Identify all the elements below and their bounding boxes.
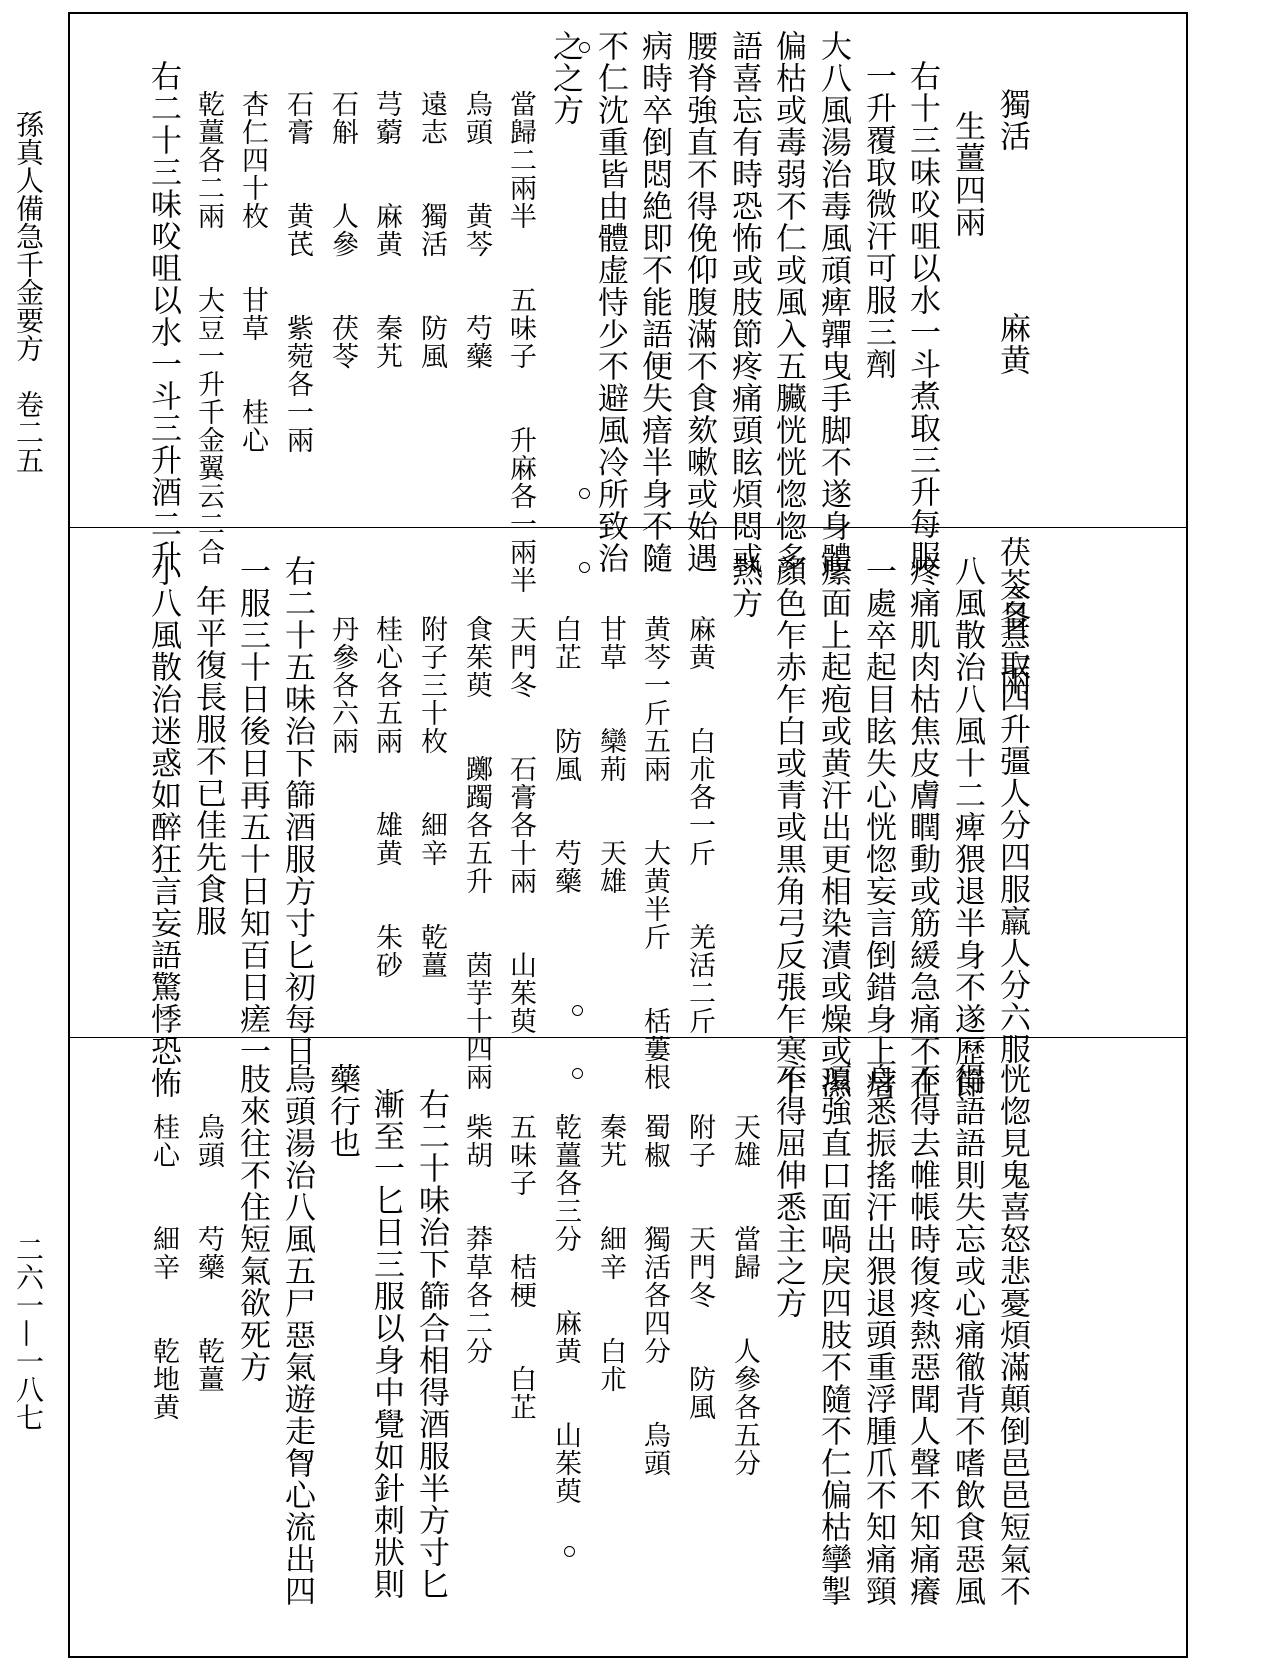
panel3-col-19: 烏頭 芍藥 乾薑 <box>193 1113 224 1393</box>
panel2-col-18: 一服三十日後日再五十日知百日瘥一 <box>234 555 270 1067</box>
panel2-col-8: 麻黄 白朮各一斤 羌活二斤 <box>684 615 715 1035</box>
panel1-col-14: 遠志 獨活 防風 <box>416 90 447 370</box>
panel1-col-8: 腰脊強直不得俛仰腹滿不食欬嗽或始遇 <box>681 30 717 574</box>
panel3-col-8: 附子 天門冬 防風 <box>684 1113 715 1421</box>
panel3-col-18: 肢來往不住短氣欲死方 <box>234 1063 270 1383</box>
panel3-col-4: 身悉振搖汗出猥退頭重浮腫爪不知痛頸 <box>860 1063 896 1607</box>
panel3-col-16: 藥行也 <box>324 1063 360 1159</box>
panel1-col-4: 一升覆取微汗可服三劑 <box>860 60 896 380</box>
panel1-col-18: 杏仁四十枚 甘草 桂心 <box>237 90 268 454</box>
panel2-col-19: 年平復長服不已佳先食服 <box>190 585 226 937</box>
panel1-col-1: 獨活 麻黄 茯苓各三兩 <box>994 88 1030 696</box>
collation-circle-icon <box>564 1546 575 1557</box>
panel3-col-13: 柴胡 莽草各二分 <box>461 1113 492 1365</box>
panel1-col-12: 當歸二兩半 五味子 升麻各一兩半 <box>505 90 536 594</box>
panel1-col-10: 不仁沈重皆由體虚恃少不避風冷所致治 <box>592 30 628 574</box>
panel3-col-3: 不得去帷帳時復疼熱惡聞人聲不知痛癢 <box>904 1063 940 1607</box>
margin-page-number: 二六一—一八七 <box>12 1235 45 1431</box>
panel2-col-6: 顔色乍赤乍白或青或黒角弓反張乍寒乍 <box>770 555 806 1099</box>
panel3-col-15: 漸至一匕日三服以身中覺如針刺狀則 <box>368 1088 404 1600</box>
panel2-col-7: 熱方 <box>726 555 762 619</box>
panel2-col-14: 附子三十枚 細辛 乾薑 <box>416 615 447 979</box>
panel3-col-5: 項強直口面喎戾四肢不隨不仁偏枯攣掣 <box>815 1063 851 1607</box>
margin-title: 孫真人備急千金要方 卷二五 <box>12 110 45 474</box>
panel2-col-20: 小八風散治迷惑如醉狂言妄語驚悸恐怖 <box>145 555 181 1099</box>
panel1-col-17: 石膏 黄芪 紫菀各一兩 <box>282 90 313 454</box>
panel1-col-5: 大八風湯治毒風頑痺嚲曳手脚不遂身體 <box>815 30 851 574</box>
panel3-col-17: 烏頭湯治八風五尸惡氣遊走胷心流出四 <box>279 1063 315 1607</box>
panel2-col-16: 丹參各六兩 <box>327 615 358 755</box>
panel3-col-11: 乾薑各三分 麻黄 山茱萸 <box>550 1113 581 1505</box>
panel1-col-2: 生薑四兩 <box>949 110 985 238</box>
panel1-col-6: 偏枯或毒弱不仁或風入五臟恍恍惚惚多 <box>770 30 806 574</box>
panel2-col-9: 黄芩一斤五兩 大黄半斤 栝蔞根 <box>639 615 670 1091</box>
panel1-col-19: 乾薑各二兩 大豆一升千金翼云二合 <box>193 90 224 566</box>
panel2-col-5: 瘰面上起疱或黄汗出更相染漬或燥或濕 <box>815 555 851 1099</box>
collation-circle-icon <box>572 1005 583 1016</box>
panel1-col-7: 語喜忘有時恐怖或肢節疼痛頭眩煩悶或 <box>726 30 762 574</box>
panel3-col-9: 蜀椒 獨活各四分 烏頭 <box>639 1113 670 1477</box>
panel1-col-16: 石斛 人參 茯苓 <box>327 90 358 370</box>
panel2-col-1: 合煮取四升彊人分四服羸人分六服 <box>994 585 1030 1065</box>
collation-circle-icon <box>579 562 590 573</box>
panel1-col-11: 之之方 <box>547 30 583 126</box>
panel3-col-10: 秦艽 細辛 白朮 <box>595 1113 626 1393</box>
panel2-col-2: 八風散治八風十二痺猥退半身不遂歷節 <box>949 555 985 1099</box>
panel3-col-14: 右二十味治下篩合相得酒服半方寸匕 <box>413 1088 449 1600</box>
panel2-col-17: 右二十五味治下篩酒服方寸匕初每日 <box>279 555 315 1067</box>
collation-circle-icon <box>579 488 590 499</box>
panel3-col-20: 桂心 細辛 乾地黄 <box>148 1113 179 1421</box>
collation-circle-icon <box>572 1068 583 1079</box>
panel2-col-13: 食茱萸 躑躅各五升 茵芋十四兩 <box>461 615 492 1091</box>
panel2-col-15: 桂心各五兩 雄黄 朱砂 <box>371 615 402 979</box>
panel3-col-6: 不得屈伸悉主之方 <box>770 1063 806 1319</box>
panel1-col-13: 烏頭 黄芩 芍藥 <box>461 90 492 370</box>
panel2-col-4: 一處卒起目眩失心恍惚妄言倒錯身上瘖 <box>860 555 896 1099</box>
panel1-col-15: 芎藭 麻黄 秦艽 <box>371 90 402 370</box>
panel3-col-1: 恍惚見鬼喜怒悲憂煩滿顛倒邑邑短氣不 <box>994 1063 1030 1607</box>
panel2-col-3: 疼痛肌肉枯焦皮膚瞤動或筋緩急痛不在 <box>904 555 940 1099</box>
panel2-col-11: 白芷 防風 芍藥 <box>550 615 581 895</box>
panel1-col-3: 右十三味㕮咀以水一斗煮取三升每服 <box>904 60 940 572</box>
panel3-col-12: 五味子 桔梗 白芷 <box>505 1113 536 1421</box>
collation-circle-icon <box>579 42 590 53</box>
panel1-col-20: 右二十三味㕮咀以水一斗三升酒二升 <box>145 60 181 572</box>
panel1-col-9: 病時卒倒悶絶即不能語便失瘖半身不隨 <box>636 30 672 574</box>
panel2-col-10: 甘草 欒荊 天雄 <box>595 615 626 895</box>
panel3-col-2: 得語語則失忘或心痛徹背不嗜飲食惡風 <box>949 1063 985 1607</box>
panel2-col-12: 天門冬 石膏各十兩 山茱萸 <box>505 615 536 1035</box>
panel3-col-7: 天雄 當歸 人參各五分 <box>729 1113 760 1477</box>
